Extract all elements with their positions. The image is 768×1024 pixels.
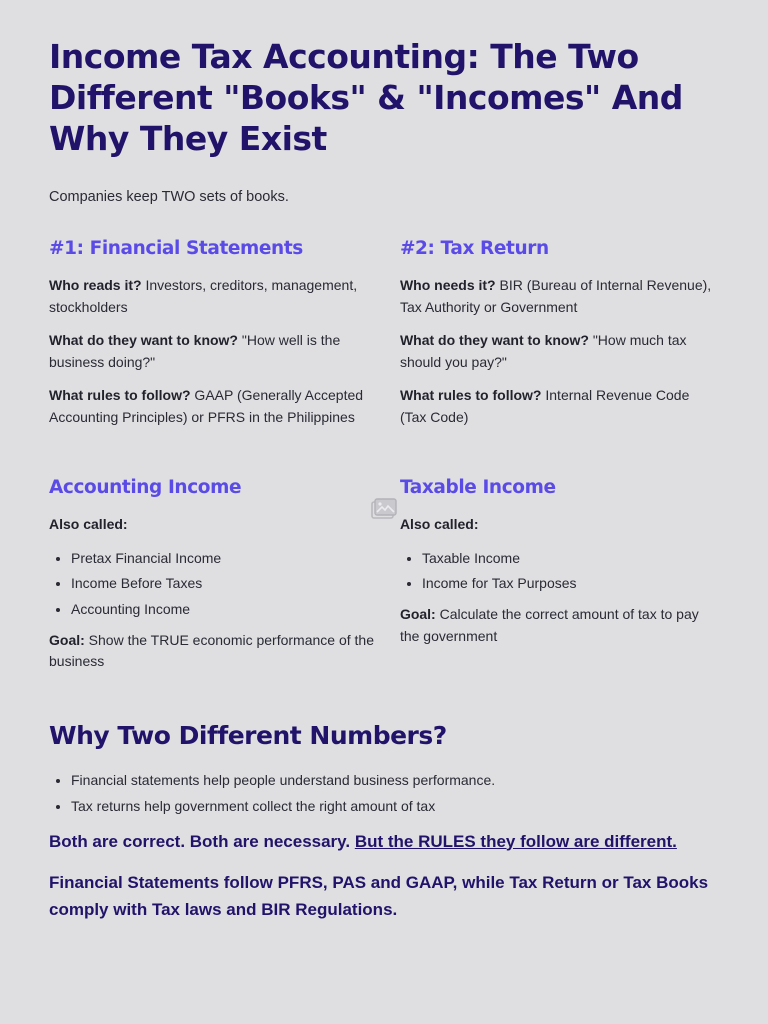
list-item: • Income for Tax Purposes [422, 573, 718, 594]
ti-also-called [400, 514, 718, 536]
tr-what-text: "How much tax should you pay?" [399, 332, 687, 370]
tr-rules-row [400, 385, 718, 428]
ti-goal-label: Goal: [399, 606, 436, 622]
tr-what-label: What do they want to know? [399, 332, 589, 348]
tax-return-column [400, 237, 718, 440]
fs-what-label: What do they want to know? [49, 332, 238, 348]
intro-text: Companies keep TWO sets of books. [49, 189, 289, 205]
fs-rules-row [49, 385, 390, 428]
ti-also-label: Also called: [399, 516, 479, 532]
fs-what-text: "How well is the business doing?" [49, 332, 341, 370]
fs-rules-label: What rules to follow? [49, 387, 191, 403]
list-item: • Pretax Financial Income [71, 548, 390, 569]
ai-alias-list [49, 548, 390, 620]
accounting-income-heading: Accounting Income [49, 477, 242, 498]
ai-goal-label: Goal: [49, 631, 85, 648]
list-item: • Income Before Taxes [71, 573, 390, 594]
page-title: Income Tax Accounting: The Two Different "Books" & "Incomes" And Why They Exist [49, 37, 683, 158]
fs-who-label: Who reads it? [49, 277, 142, 293]
taxable-income-heading: Taxable Income [399, 477, 556, 498]
tr-rules-label: What rules to follow? [399, 387, 542, 403]
tax-return-heading: #2: Tax Return [399, 238, 549, 259]
fs-what-row [49, 330, 390, 373]
fs-who-row [49, 275, 390, 318]
conclusion-statement [49, 828, 718, 855]
list-item: • Taxable Income [422, 548, 718, 569]
tr-who-row [400, 275, 718, 318]
list-item: • Tax returns help government collect the right amount of tax [71, 796, 718, 816]
tr-who-text: BIR (Bureau of Internal Revenue), Tax Authority or Government [399, 277, 712, 315]
ti-goal-text: Calculate the correct amount of tax to pay the government [399, 606, 699, 644]
financial-statements-column [49, 237, 400, 440]
why-heading: Why Two Different Numbers? [49, 720, 447, 750]
list-item: • Accounting Income [71, 599, 390, 620]
ai-goal-text: Show the TRUE economic performance of the business [49, 631, 374, 669]
financial-statements-heading: #1: Financial Statements [49, 238, 303, 259]
ai-also-called [49, 514, 390, 536]
rules-link[interactable]: But the RULES they follow are different. [354, 831, 677, 851]
ai-also-label: Also called: [49, 516, 128, 532]
accounting-income-column [49, 476, 400, 685]
ai-goal-row [49, 630, 390, 673]
books-section [49, 237, 718, 440]
ti-goal-row [400, 604, 718, 647]
why-list [49, 770, 718, 816]
compliance-statement: Financial Statements follow PFRS, PAS and GAAP, while Tax Return or Tax Books comply with Tax laws and BIR Regulations. [49, 872, 709, 919]
fs-rules-text: GAAP (Generally Accepted Accounting Principles) or PFRS in the Philippines [49, 387, 364, 425]
ti-alias-list [400, 548, 718, 595]
fs-who-text: Investors, creditors, management, stockholders [49, 277, 358, 315]
tr-who-label: Who needs it? [399, 277, 496, 293]
tr-rules-text: Internal Revenue Code (Tax Code) [399, 387, 690, 425]
list-item: • Financial statements help people understand business performance. [71, 770, 718, 790]
tr-what-row [400, 330, 718, 373]
conclusion-text: Both are correct. Both are necessary. [49, 831, 355, 851]
taxable-income-column [400, 476, 718, 685]
image-placeholder-icon [371, 498, 397, 519]
